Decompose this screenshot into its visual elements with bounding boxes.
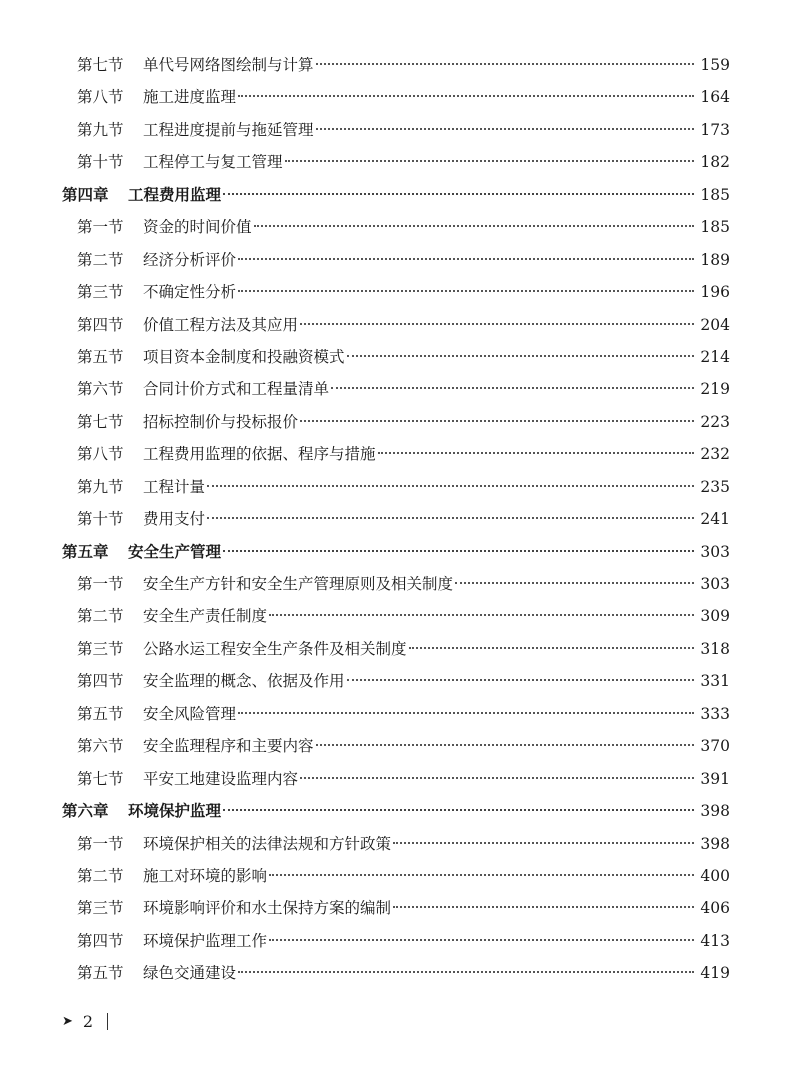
dot-leader <box>223 809 694 811</box>
toc-section-entry[interactable] <box>0 665 790 697</box>
dot-leader <box>269 874 694 876</box>
dot-leader <box>254 225 695 227</box>
toc-chapter-entry[interactable] <box>0 179 790 211</box>
toc-entry-title: 环境保护相关的法律法规和方针政策 <box>143 834 392 853</box>
toc-entry-title: 不确定性分析 <box>143 283 237 302</box>
dot-leader <box>393 842 694 844</box>
toc-entry-title: 安全生产方针和安全生产管理原则及相关制度 <box>143 575 454 593</box>
toc-entry-page: 173 <box>700 120 730 139</box>
toc-entry-page: 219 <box>700 380 730 399</box>
dot-leader <box>207 485 694 487</box>
toc-entry-number: 第九节 <box>77 120 124 139</box>
toc-entry-page: 391 <box>700 769 730 788</box>
toc-entry-number: 第四节 <box>77 315 124 334</box>
toc-entry-page: 398 <box>700 834 730 853</box>
dot-leader <box>269 614 694 616</box>
dot-leader <box>347 679 695 681</box>
toc-entry-page: 331 <box>700 672 730 691</box>
toc-section-entry[interactable] <box>0 730 790 762</box>
toc-entry-title: 资金的时间价值 <box>143 218 252 237</box>
dot-leader <box>238 95 694 97</box>
toc-entry-title: 平安工地建设监理内容 <box>143 769 299 788</box>
toc-section-entry[interactable] <box>0 81 790 113</box>
toc-section-entry[interactable] <box>0 633 790 665</box>
toc-section-entry[interactable] <box>0 568 790 600</box>
toc-entry-number: 第四节 <box>77 931 124 950</box>
toc-entry-title: 工程计量 <box>143 477 206 496</box>
toc-section-entry[interactable] <box>0 600 790 632</box>
toc-entry-title: 公路水运工程安全生产条件及相关制度 <box>143 639 407 658</box>
toc-entry-title: 工程进度提前与拖延管理 <box>143 120 314 139</box>
footer-page-number: 2 <box>82 1012 94 1031</box>
dot-leader <box>393 906 694 908</box>
dot-leader <box>316 744 695 746</box>
toc-entry-page: 413 <box>700 931 730 950</box>
toc-section-entry[interactable] <box>0 860 790 892</box>
toc-section-entry[interactable] <box>0 406 790 438</box>
dot-leader <box>316 63 695 65</box>
toc-entry-title: 项目资本金制度和投融资模式 <box>143 347 345 366</box>
dot-leader <box>223 550 694 552</box>
toc-section-entry[interactable] <box>0 925 790 957</box>
toc-entry-title: 经济分析评价 <box>143 250 237 269</box>
dot-leader <box>455 582 694 584</box>
toc-section-entry[interactable] <box>0 309 790 341</box>
toc-entry-page: 189 <box>700 250 730 269</box>
toc-entry-number: 第五节 <box>77 964 124 983</box>
toc-entry-number: 第一节 <box>77 218 124 237</box>
toc-entry-number: 第九节 <box>77 477 124 496</box>
toc-entry-number: 第三节 <box>77 283 124 302</box>
dot-leader <box>300 777 694 779</box>
toc-section-entry[interactable] <box>0 763 790 795</box>
toc-entry-page: 182 <box>700 153 730 172</box>
toc-entry-number: 第二节 <box>77 607 124 626</box>
dot-leader <box>300 323 694 325</box>
table-of-contents <box>0 49 790 990</box>
toc-section-entry[interactable] <box>0 438 790 470</box>
toc-entry-title: 工程停工与复工管理 <box>143 153 283 172</box>
toc-entry-page: 185 <box>700 218 730 237</box>
toc-entry-title: 合同计价方式和工程量清单 <box>143 380 330 399</box>
toc-entry-page: 164 <box>700 88 730 107</box>
toc-section-entry[interactable] <box>0 892 790 924</box>
toc-entry-number: 第五章 <box>62 541 109 561</box>
toc-entry-page: 406 <box>700 899 730 918</box>
dot-leader <box>300 420 694 422</box>
toc-entry-number: 第七节 <box>77 56 124 74</box>
toc-entry-page: 309 <box>700 607 730 626</box>
toc-section-entry[interactable] <box>0 146 790 178</box>
toc-entry-page: 232 <box>700 445 730 464</box>
dot-leader <box>207 517 694 519</box>
toc-section-entry[interactable] <box>0 828 790 860</box>
toc-section-entry[interactable] <box>0 276 790 308</box>
toc-entry-page: 159 <box>700 56 730 74</box>
dot-leader <box>316 128 695 130</box>
toc-entry-page: 419 <box>700 964 730 983</box>
toc-section-entry[interactable] <box>0 471 790 503</box>
toc-entry-number: 第五节 <box>77 704 124 723</box>
toc-chapter-entry[interactable] <box>0 536 790 568</box>
toc-entry-title: 工程费用监理 <box>128 184 222 204</box>
toc-entry-title: 环境保护监理 <box>128 801 222 821</box>
toc-entry-page: 196 <box>700 283 730 302</box>
right-arrow-icon: ➤ <box>62 1014 73 1029</box>
dot-leader <box>409 647 695 649</box>
toc-section-entry[interactable] <box>0 114 790 146</box>
toc-entry-title: 环境影响评价和水土保持方案的编制 <box>143 899 392 918</box>
toc-section-entry[interactable] <box>0 957 790 989</box>
toc-entry-page: 204 <box>700 315 730 334</box>
toc-entry-page: 241 <box>700 510 730 529</box>
toc-entry-title: 施工进度监理 <box>143 88 237 107</box>
toc-entry-page: 214 <box>700 347 730 366</box>
toc-entry-title: 价值工程方法及其应用 <box>143 315 299 334</box>
toc-entry-title: 安全风险管理 <box>143 704 237 723</box>
toc-entry-number: 第一节 <box>77 575 124 593</box>
page-footer <box>62 1012 108 1031</box>
toc-entry-page: 235 <box>700 477 730 496</box>
toc-entry-page: 185 <box>700 185 730 204</box>
toc-entry-number: 第六章 <box>62 801 109 821</box>
toc-entry-number: 第八节 <box>77 445 124 464</box>
toc-entry-number: 第三节 <box>77 639 124 658</box>
dot-leader <box>285 160 695 162</box>
toc-entry-number: 第二节 <box>77 866 124 885</box>
toc-entry-title: 安全生产责任制度 <box>143 607 268 626</box>
toc-entry-page: 333 <box>700 704 730 723</box>
toc-entry-number: 第六节 <box>77 737 124 756</box>
toc-entry-page: 303 <box>700 542 730 561</box>
dot-leader <box>238 258 694 260</box>
toc-entry-number: 第七节 <box>77 412 124 431</box>
toc-entry-page: 370 <box>700 737 730 756</box>
toc-entry-title: 环境保护监理工作 <box>143 931 268 950</box>
toc-entry-number: 第七节 <box>77 769 124 788</box>
dot-leader <box>223 193 694 195</box>
toc-entry-number: 第十节 <box>77 510 124 529</box>
toc-section-entry[interactable] <box>0 373 790 405</box>
dot-leader <box>378 452 695 454</box>
dot-leader <box>269 939 694 941</box>
toc-section-entry[interactable] <box>0 503 790 535</box>
toc-entry-number: 第四节 <box>77 672 124 691</box>
footer-divider <box>107 1013 108 1030</box>
toc-entry-number: 第一节 <box>77 834 124 853</box>
toc-entry-title: 绿色交通建设 <box>143 964 237 983</box>
toc-entry-page: 400 <box>700 866 730 885</box>
toc-entry-title: 费用支付 <box>143 510 206 529</box>
toc-entry-title: 招标控制价与投标报价 <box>143 412 299 431</box>
toc-section-entry[interactable] <box>0 49 790 81</box>
toc-chapter-entry[interactable] <box>0 795 790 827</box>
toc-entry-title: 工程费用监理的依据、程序与措施 <box>143 445 376 464</box>
dot-leader <box>238 290 694 292</box>
toc-entry-page: 318 <box>700 639 730 658</box>
toc-section-entry[interactable] <box>0 698 790 730</box>
toc-entry-title: 安全监理程序和主要内容 <box>143 737 314 756</box>
toc-section-entry[interactable] <box>0 341 790 373</box>
toc-entry-title: 单代号网络图绘制与计算 <box>143 56 314 74</box>
toc-entry-number: 第二节 <box>77 250 124 269</box>
dot-leader <box>347 355 695 357</box>
toc-entry-number: 第六节 <box>77 380 124 399</box>
toc-entry-number: 第十节 <box>77 153 124 172</box>
toc-entry-title: 施工对环境的影响 <box>143 866 268 885</box>
dot-leader <box>331 387 694 389</box>
dot-leader <box>238 971 694 973</box>
toc-entry-number: 第四章 <box>62 184 109 204</box>
toc-entry-number: 第八节 <box>77 88 124 107</box>
toc-section-entry[interactable] <box>0 244 790 276</box>
dot-leader <box>238 712 694 714</box>
toc-section-entry[interactable] <box>0 211 790 243</box>
toc-entry-number: 第三节 <box>77 899 124 918</box>
toc-entry-page: 303 <box>700 575 730 593</box>
toc-entry-page: 398 <box>700 802 730 821</box>
toc-entry-number: 第五节 <box>77 347 124 366</box>
toc-entry-title: 安全监理的概念、依据及作用 <box>143 672 345 691</box>
toc-entry-title: 安全生产管理 <box>128 541 222 561</box>
toc-entry-page: 223 <box>700 412 730 431</box>
